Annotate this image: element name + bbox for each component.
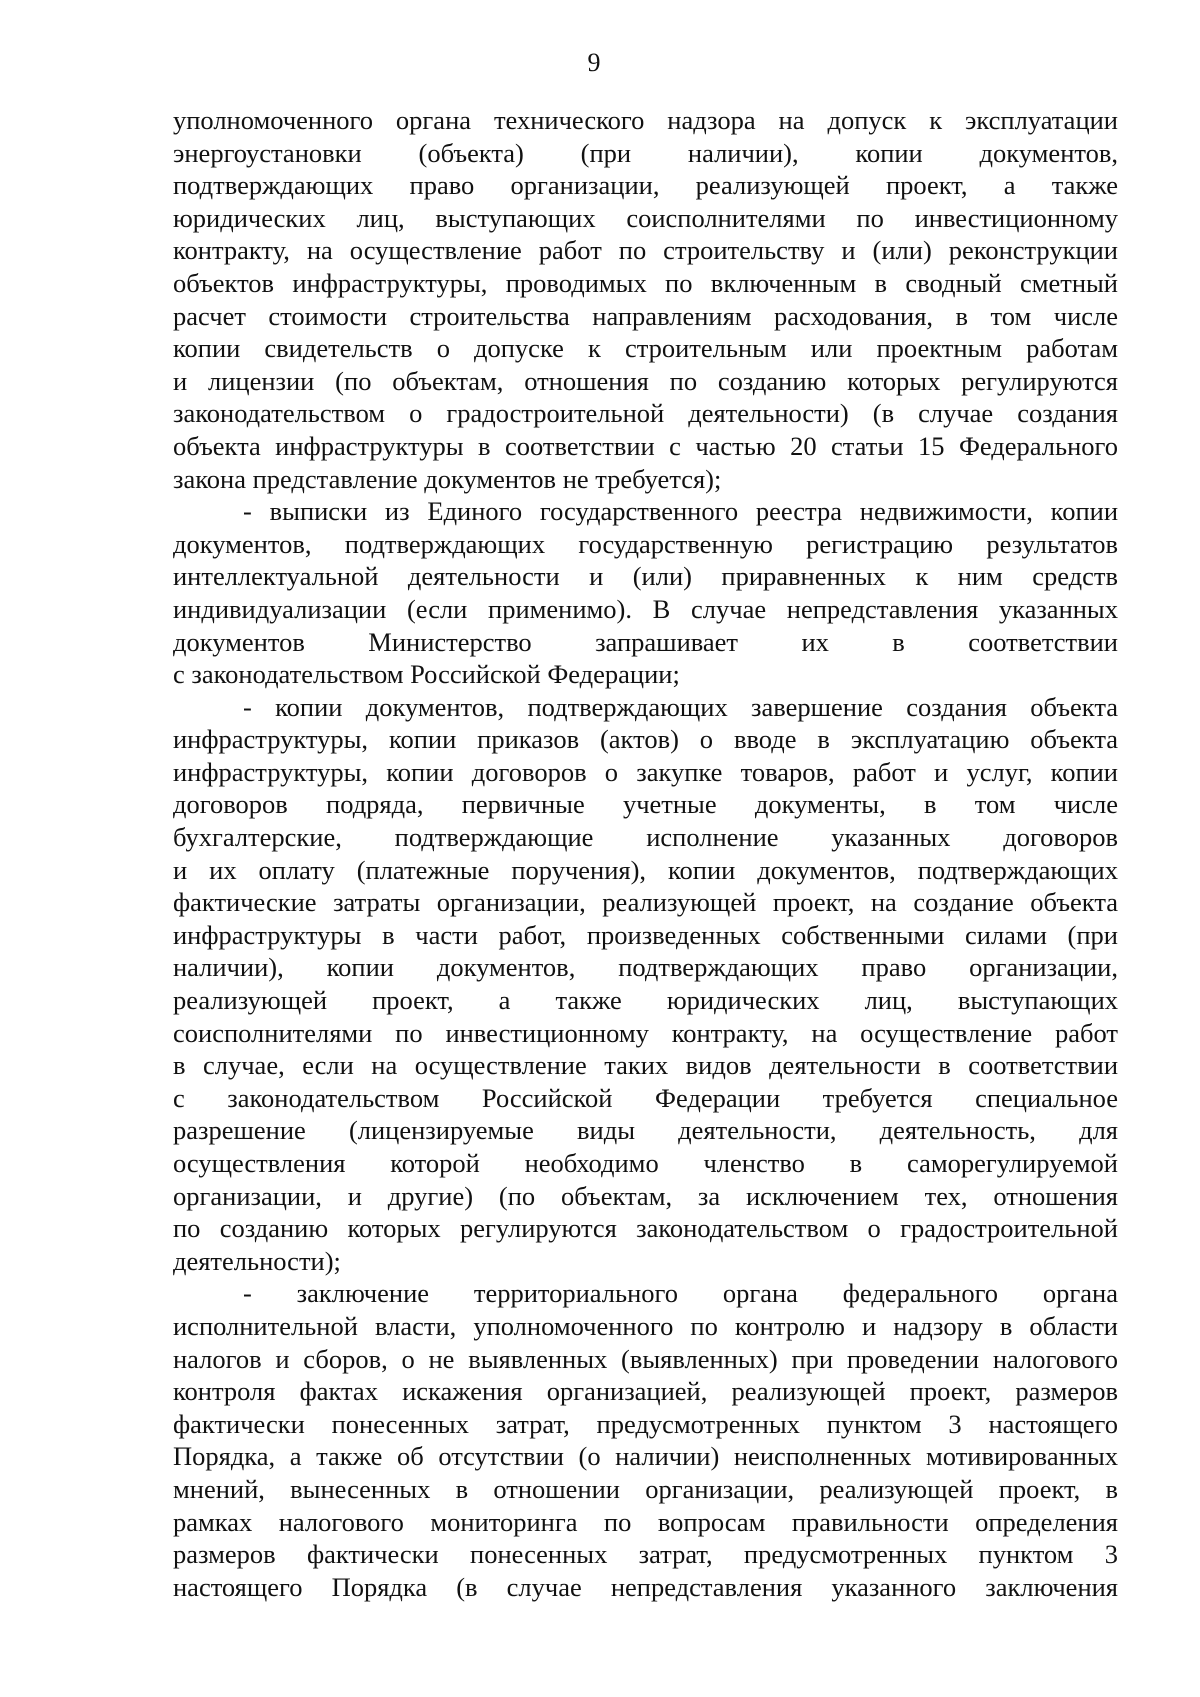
text-line: налогов и сборов, о не выявленных (выявленных) при проведении налогового: [173, 1343, 1118, 1374]
text-line: инфраструктуры в части работ, произведенных собственными силами (при: [173, 919, 1118, 950]
text-line: в случае, если на осуществление таких видов деятельности в соответствии: [173, 1050, 1118, 1081]
text-line: разрешение (лицензируемые виды деятельности, деятельность, для: [173, 1115, 1118, 1146]
text-line: размеров фактически понесенных затрат, предусмотренных пунктом 3: [173, 1539, 1118, 1570]
page-number: 9: [587, 48, 601, 77]
text-line: - заключение территориального органа федерального органа: [243, 1278, 1118, 1309]
text-line: реализующей проект, а также юридических лиц, выступающих: [173, 985, 1118, 1016]
text-line: и лицензии (по объектам, отношения по созданию которых регулируются: [173, 365, 1118, 396]
text-line: документов, подтверждающих государственную регистрацию результатов: [173, 528, 1118, 559]
text-line: соисполнителями по инвестиционному контракту, на осуществление работ: [173, 1017, 1118, 1048]
text-line: законодательством о градостроительной деятельности) (в случае создания: [173, 398, 1118, 429]
text-line: копии свидетельств о допуске к строительным или проектным работам: [173, 333, 1118, 364]
text-line: расчет стоимости строительства направлениям расходования, в том числе: [173, 300, 1118, 331]
text-line: контроля фактах искажения организацией, реализующей проект, размеров: [173, 1376, 1118, 1407]
text-line: по созданию которых регулируются законодательством о градостроительной: [173, 1213, 1118, 1244]
text-line: документов Министерство запрашивает их в соответствии: [173, 626, 1118, 657]
text-line: юридических лиц, выступающих соисполнителями по инвестиционному: [173, 202, 1118, 233]
text-line: деятельности);: [173, 1245, 341, 1276]
text-line: - выписки из Единого государственного реестра недвижимости, копии: [243, 496, 1118, 527]
text-line: и их оплату (платежные поручения), копии документов, подтверждающих: [173, 854, 1118, 885]
text-line: договоров подряда, первичные учетные документы, в том числе: [173, 789, 1118, 820]
text-line: объектов инфраструктуры, проводимых по включенным в сводный сметный: [173, 267, 1118, 298]
text-line: Порядка, а также об отсутствии (о наличии) неисполненных мотивированных: [173, 1441, 1118, 1472]
text-line: исполнительной власти, уполномоченного по контролю и надзору в области: [173, 1310, 1118, 1341]
text-line: интеллектуальной деятельности и (или) приравненных к ним средств: [173, 561, 1118, 592]
text-line: объекта инфраструктуры в соответствии с частью 20 статьи 15 Федерального: [173, 430, 1118, 461]
text-line: энергоустановки (объекта) (при наличии), копии документов,: [173, 137, 1118, 168]
text-line: - копии документов, подтверждающих завершение создания объекта: [243, 691, 1118, 722]
text-line: фактические затраты организации, реализующей проект, на создание объекта: [173, 887, 1118, 918]
document-body: [173, 104, 1118, 1603]
text-line: бухгалтерские, подтверждающие исполнение указанных договоров: [173, 822, 1118, 853]
text-line: организации, и другие) (по объектам, за исключением тех, отношения: [173, 1180, 1118, 1211]
text-line: настоящего Порядка (в случае непредставления указанного заключения: [173, 1571, 1118, 1602]
text-line: с законодательством Российской Федерации требуется специальное: [173, 1082, 1118, 1113]
text-line: инфраструктуры, копии приказов (актов) о вводе в эксплуатацию объекта: [173, 724, 1118, 755]
text-line: с законодательством Российской Федерации;: [173, 659, 680, 690]
text-line: индивидуализации (если применимо). В случае непредставления указанных: [173, 593, 1118, 624]
text-line: осуществления которой необходимо членство в саморегулируемой: [173, 1148, 1118, 1178]
text-line: закона представление документов не требуется);: [173, 463, 722, 494]
text-line: наличии), копии документов, подтверждающих право организации,: [173, 952, 1118, 983]
text-line: подтверждающих право организации, реализующей проект, а также: [173, 170, 1118, 201]
text-line: мнений, вынесенных в отношении организации, реализующей проект, в: [173, 1473, 1118, 1504]
text-line: рамках налогового мониторинга по вопросам правильности определения: [173, 1506, 1118, 1537]
text-line: уполномоченного органа технического надзора на допуск к эксплуатации: [173, 105, 1118, 135]
text-line: инфраструктуры, копии договоров о закупке товаров, работ и услуг, копии: [173, 756, 1118, 787]
text-line: контракту, на осуществление работ по строительству и (или) реконструкции: [173, 235, 1118, 266]
text-line: фактически понесенных затрат, предусмотренных пунктом 3 настоящего: [173, 1408, 1118, 1439]
